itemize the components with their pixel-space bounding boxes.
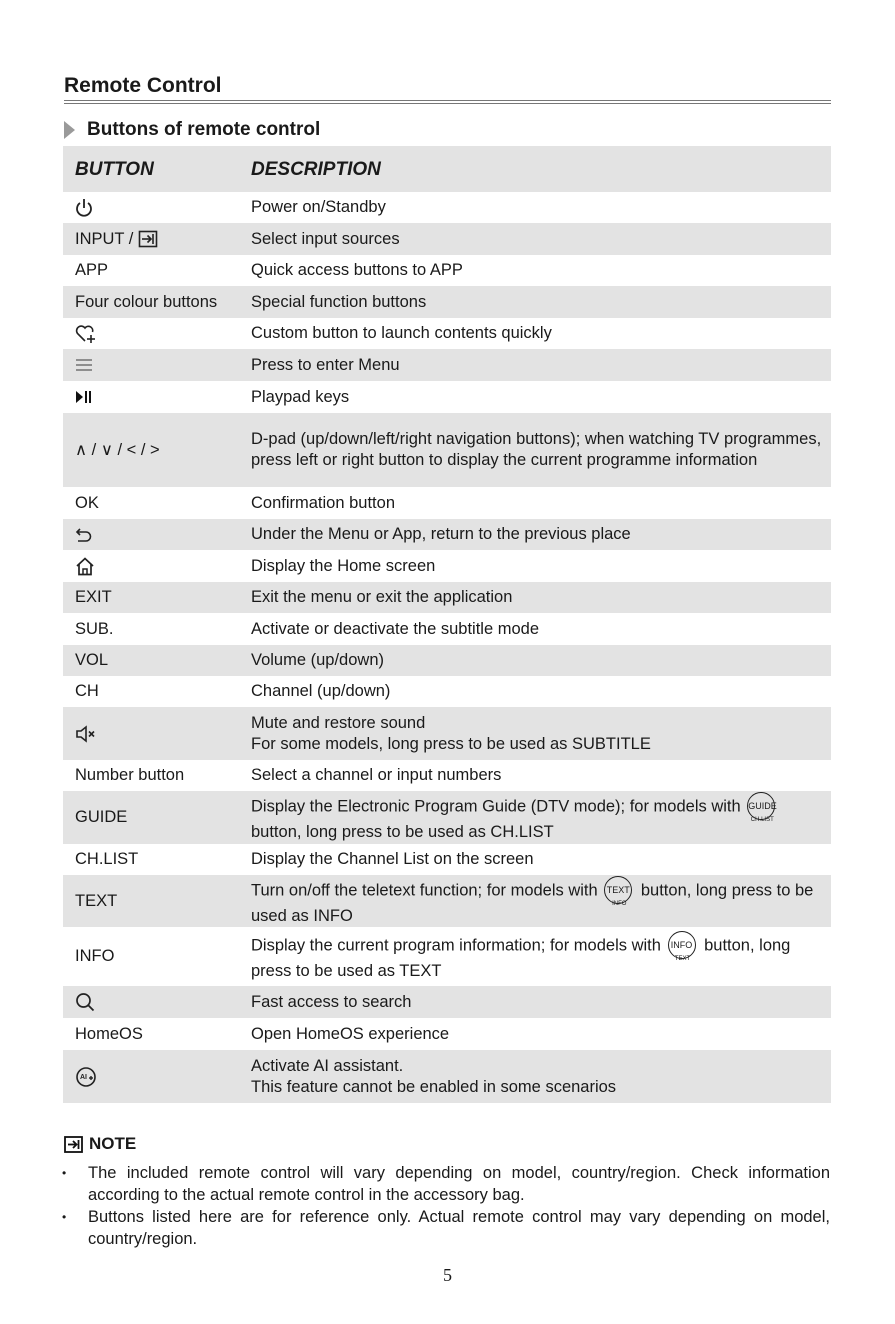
- button-cell: INFO: [75, 947, 115, 965]
- description-cell: Open HomeOS experience: [251, 1024, 450, 1043]
- table-row: [63, 487, 831, 519]
- table-row: [63, 582, 831, 613]
- description-text: button, long press to be used as CH.LIST: [251, 823, 554, 841]
- description-text: Display the Electronic Program Guide (DTV mode); for models with: [251, 797, 741, 816]
- description-cell: Channel (up/down): [251, 682, 391, 700]
- table-header-row: [63, 146, 831, 192]
- table-row: [63, 192, 831, 223]
- button-cell: [63, 223, 251, 255]
- button-cell: [63, 381, 251, 413]
- description-text: Display the current program information; for models with: [251, 936, 661, 955]
- description-line: Mute and restore sound: [251, 713, 426, 732]
- table-row: [63, 349, 831, 381]
- table-row: [63, 1018, 831, 1050]
- page-title: Remote Control: [64, 74, 222, 97]
- table-row: [63, 676, 831, 707]
- home-icon: [75, 557, 95, 576]
- table-row: [63, 550, 831, 582]
- description-cell: Playpad keys: [251, 387, 350, 406]
- description-cell: D-pad (up/down/left/right navigation buttons); when watching TV programmes, press left or right button to display the current programme information: [251, 413, 831, 487]
- badge-label: INFO: [668, 931, 696, 959]
- back-icon: [75, 527, 93, 543]
- description-cell: Display the Home screen: [251, 556, 436, 575]
- button-cell: SUB.: [75, 619, 114, 638]
- title-rule: [64, 100, 831, 104]
- note-title: NOTE: [89, 1134, 137, 1153]
- text-badge-icon: [604, 876, 634, 906]
- button-cell: [63, 318, 251, 349]
- description-cell: Activate or deactivate the subtitle mode: [251, 619, 539, 638]
- button-cell: [63, 550, 251, 582]
- table-row: [63, 986, 831, 1018]
- button-cell: OK: [75, 493, 99, 512]
- description-text: button, long press to be used as TEXT: [251, 936, 791, 980]
- badge-sublabel: CH.LIST: [750, 817, 774, 823]
- guide-badge-icon: [747, 792, 777, 822]
- button-cell: TEXT: [63, 875, 251, 927]
- description-cell: [251, 875, 831, 927]
- description-cell: Select input sources: [251, 223, 831, 255]
- button-cell: Four colour buttons: [63, 286, 251, 318]
- description-cell: Volume (up/down): [251, 645, 831, 676]
- table-row: [63, 255, 831, 286]
- menu-icon: [75, 358, 93, 372]
- table-row: [63, 223, 831, 255]
- table-row: [63, 381, 831, 413]
- badge-label: GUIDE: [747, 792, 775, 820]
- note-list: [62, 1162, 830, 1250]
- note-text: Buttons listed here are for reference only. Actual remote control may vary depending on model, country/region.: [88, 1208, 830, 1248]
- power-icon: [75, 198, 93, 218]
- description-text: Turn on/off the teletext function; for models with: [251, 880, 598, 899]
- play-pause-icon: [75, 390, 93, 404]
- button-cell: [63, 986, 251, 1018]
- table-row: [63, 844, 831, 875]
- description-cell: [251, 791, 831, 844]
- button-cell: ∧ / ∨ / < / >: [63, 413, 251, 487]
- badge-sublabel: INFO: [612, 900, 627, 907]
- button-cell: [63, 519, 251, 550]
- description-cell: Special function buttons: [251, 286, 831, 318]
- button-cell: [63, 1050, 251, 1103]
- description-cell: [251, 707, 831, 760]
- button-cell: [63, 349, 251, 381]
- description-cell: Confirmation button: [251, 493, 395, 512]
- section-title: Buttons of remote control: [87, 119, 321, 140]
- description-cell: Display the Channel List on the screen: [251, 850, 534, 868]
- description-cell: Power on/Standby: [251, 198, 386, 216]
- note-icon: [64, 1136, 83, 1153]
- search-icon: [75, 992, 95, 1012]
- heart-plus-icon: [75, 324, 97, 344]
- button-cell: [63, 707, 251, 760]
- table-row: [63, 413, 831, 487]
- mute-icon: [75, 725, 97, 743]
- table-row: [63, 286, 831, 318]
- description-cell: Quick access buttons to APP: [251, 261, 463, 279]
- button-cell: GUIDE: [63, 791, 251, 844]
- note-heading: [64, 1134, 136, 1154]
- table-row: [63, 760, 831, 791]
- button-cell: Number button: [75, 766, 185, 784]
- table-row: [63, 318, 831, 349]
- description-line: Activate AI assistant.: [251, 1056, 404, 1075]
- header-description: DESCRIPTION: [251, 146, 831, 192]
- svg-text:AI: AI: [80, 1073, 87, 1081]
- badge-sublabel: TEXT: [674, 956, 691, 962]
- note-item: [62, 1206, 830, 1250]
- table-row: [63, 613, 831, 645]
- description-cell: [251, 1050, 831, 1103]
- button-cell: VOL: [63, 645, 251, 676]
- button-cell: [63, 192, 251, 223]
- button-cell: CH: [75, 682, 99, 700]
- table-row: [63, 519, 831, 550]
- section-heading: [64, 118, 320, 142]
- table-row: [63, 927, 831, 986]
- page-number: 5: [443, 1265, 452, 1285]
- table-row: [63, 645, 831, 676]
- header-button: BUTTON: [63, 146, 251, 192]
- triangle-arrow-icon: [64, 121, 75, 139]
- button-cell: APP: [75, 261, 109, 279]
- description-cell: Press to enter Menu: [251, 349, 831, 381]
- description-cell: Select a channel or input numbers: [251, 766, 502, 784]
- description-cell: [251, 927, 831, 986]
- description-cell: Exit the menu or exit the application: [251, 582, 831, 613]
- buttons-table: [63, 146, 831, 1103]
- description-text: button, long press to be used as INFO: [251, 880, 814, 925]
- ai-assistant-icon: [75, 1066, 97, 1088]
- note-item: [62, 1162, 830, 1206]
- input-source-icon: [138, 230, 158, 248]
- bullet: •: [62, 1166, 67, 1180]
- table-row: [63, 707, 831, 760]
- description-cell: Custom button to launch contents quickly: [251, 324, 552, 342]
- info-badge-icon: [668, 931, 698, 961]
- description-cell: Fast access to search: [251, 986, 831, 1018]
- button-label: INPUT /: [75, 229, 138, 248]
- button-cell: EXIT: [63, 582, 251, 613]
- description-cell: Under the Menu or App, return to the previous place: [251, 519, 831, 550]
- button-cell: HomeOS: [75, 1024, 143, 1043]
- button-cell: CH.LIST: [75, 850, 139, 868]
- bullet: •: [62, 1210, 67, 1224]
- description-line: This feature cannot be enabled in some scenarios: [251, 1077, 617, 1096]
- table-row: [63, 875, 831, 927]
- note-text: The included remote control will vary depending on model, country/region. Check information according to the actual remote control in the accessory bag.: [88, 1164, 830, 1204]
- description-line: For some models, long press to be used as SUBTITLE: [251, 734, 651, 753]
- badge-label: TEXT: [604, 876, 632, 904]
- table-row: [63, 1050, 831, 1103]
- table-row: [63, 791, 831, 844]
